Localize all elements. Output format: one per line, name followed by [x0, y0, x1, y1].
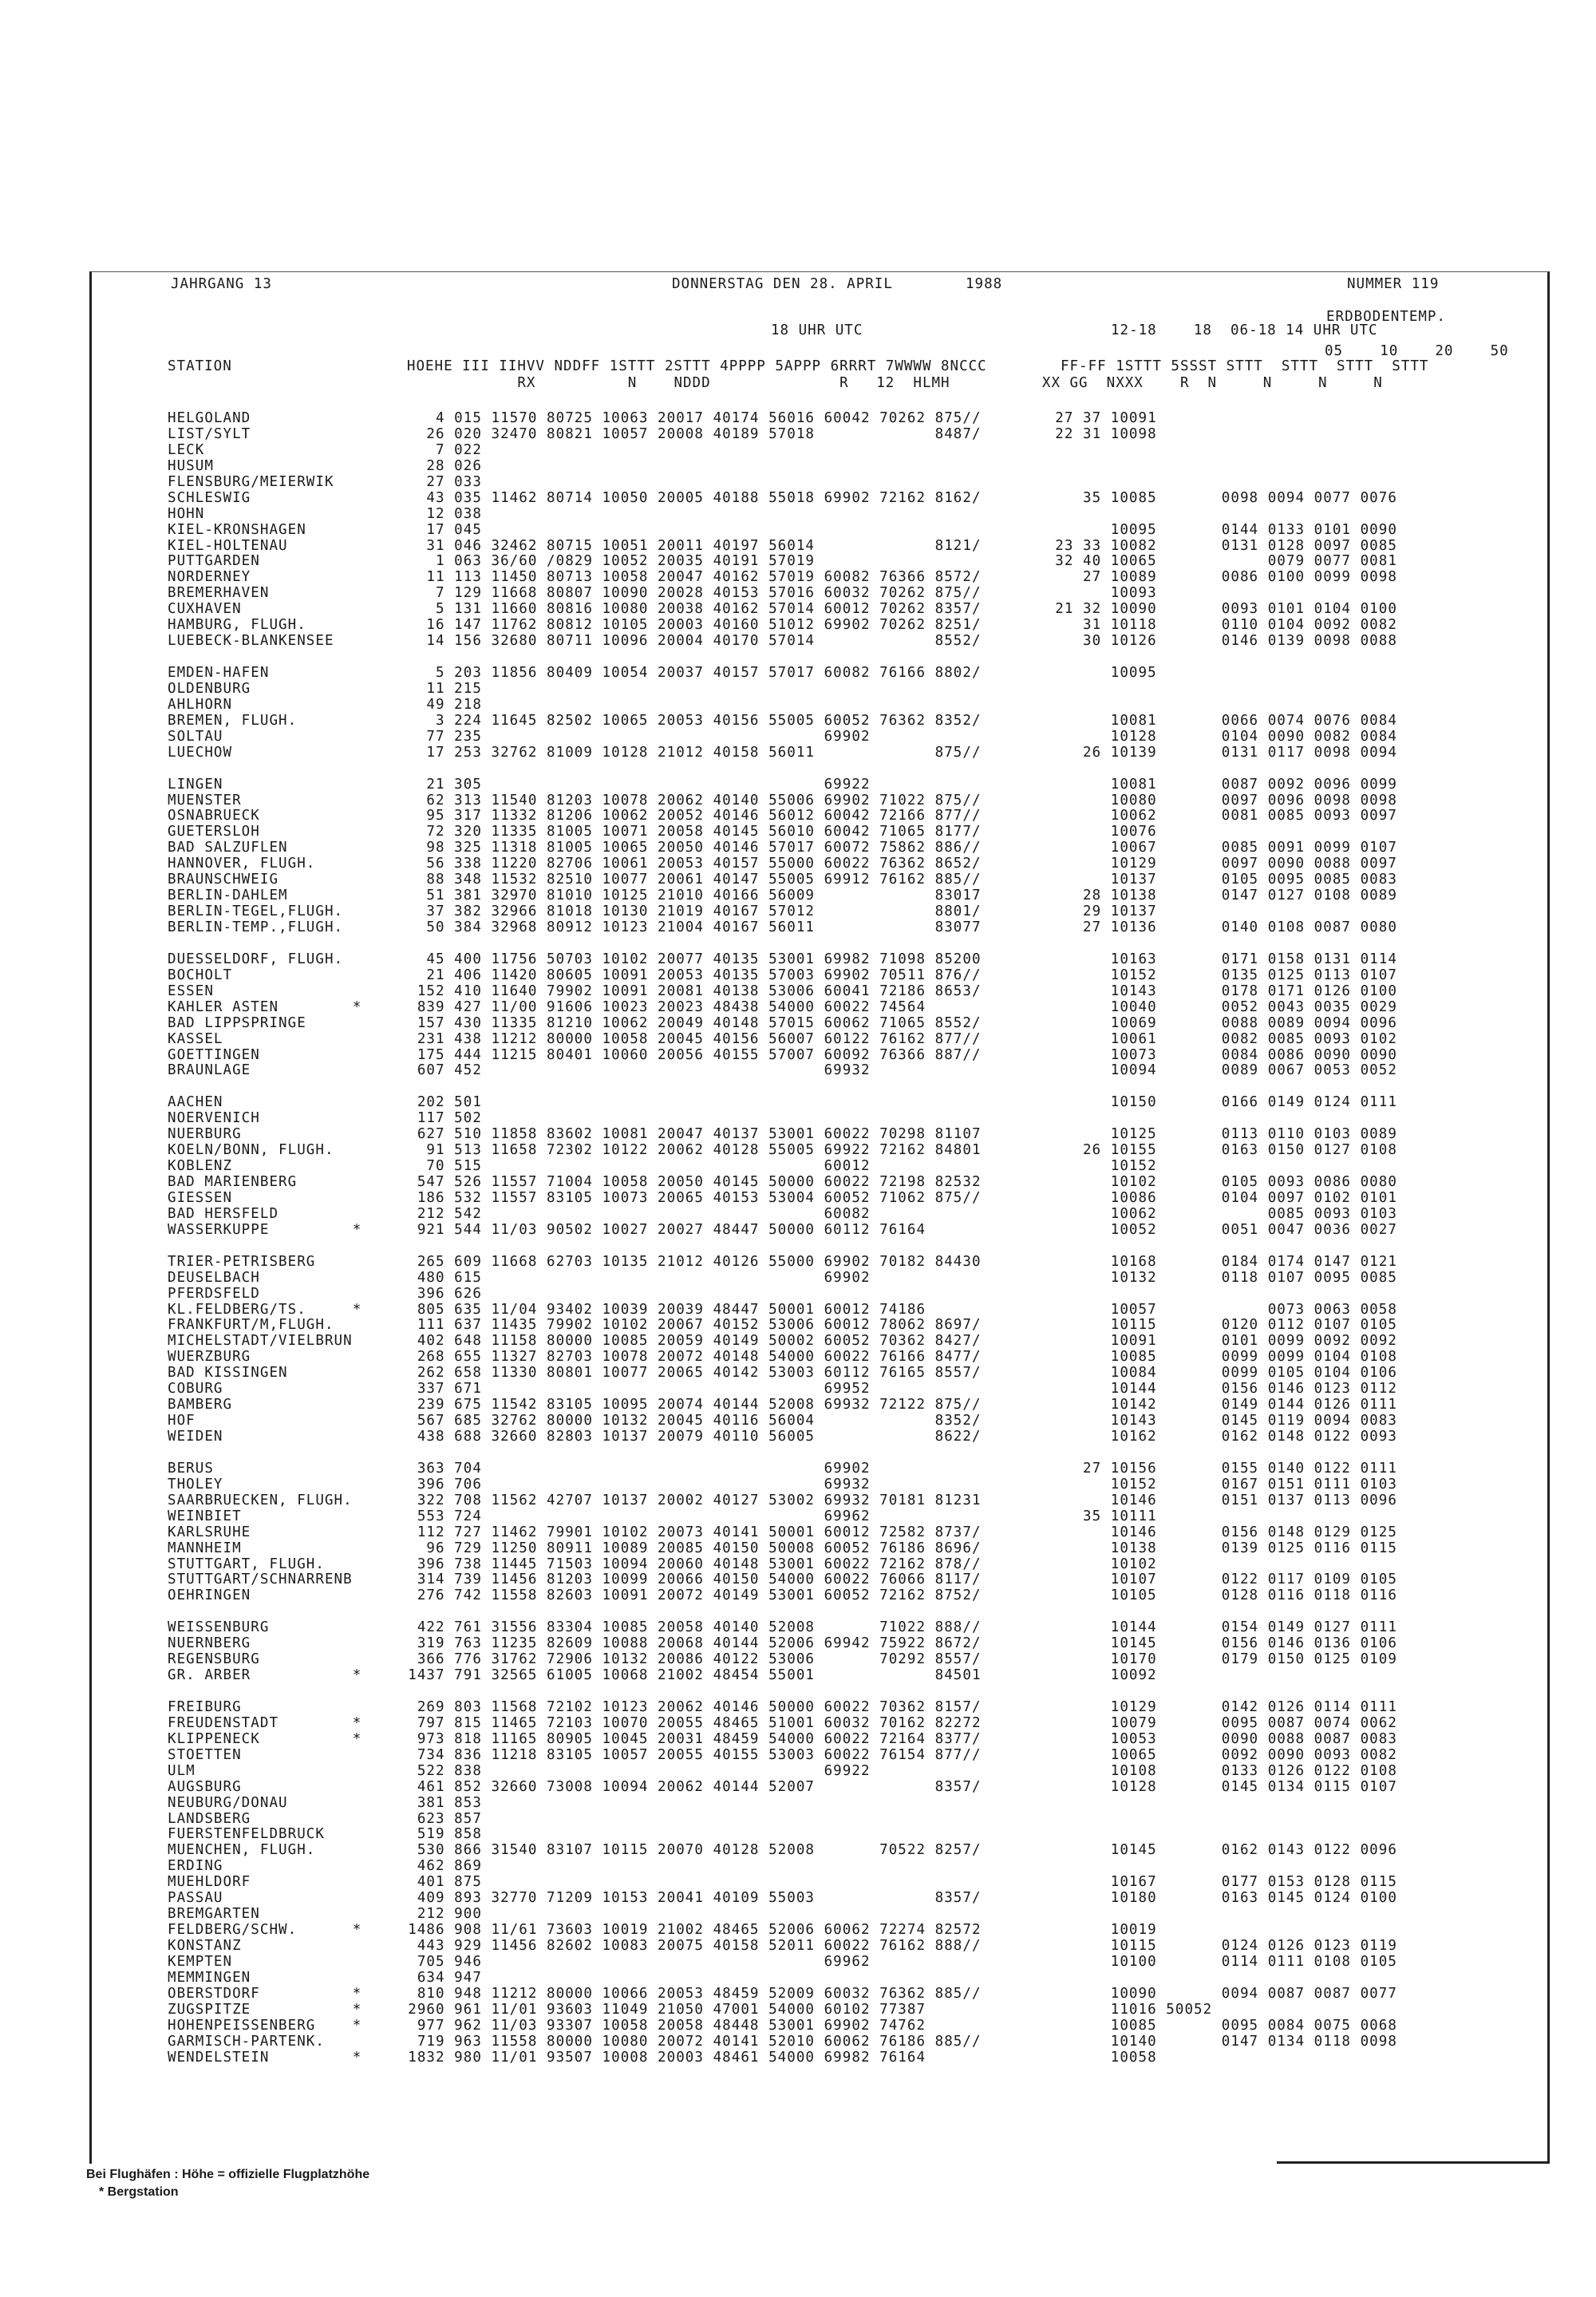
header-time-ranges: 12-18 18 06-18 14 UHR UTC — [1111, 322, 1378, 338]
table-row: COBURG 337 671 69952 10144 0156 0146 0123 0112 — [168, 1381, 1397, 1398]
table-row: BAD KISSINGEN 262 658 11330 80801 10077 20065 40142 53003 60112 76165 8557/ 10084 0099 0105 0104 0106 — [168, 1365, 1397, 1382]
table-row: DEUSELBACH 480 615 69902 10132 0118 0107 0095 0085 — [168, 1269, 1397, 1286]
table-row: ERDING 462 869 — [168, 1858, 482, 1875]
table-row: KARLSRUHE 112 727 11462 79901 10102 20073 40141 50001 60012 72582 8737/ 10146 0156 0148 0129 0125 — [168, 1524, 1397, 1540]
table-row: LANDSBERG 623 857 — [168, 1810, 482, 1827]
issue-number: NUMMER 119 — [1347, 276, 1440, 292]
table-row: STOETTEN 734 836 11218 83105 10057 20055 40155 53003 60022 76154 877// 10065 0092 0090 0093 0082 — [168, 1746, 1397, 1763]
table-row: PASSAU 409 893 32770 71209 10153 20041 40109 55003 8357/ 10180 0163 0145 0124 0100 — [168, 1890, 1397, 1907]
station-table — [168, 411, 1484, 2066]
table-row: BAMBERG 239 675 11542 83105 10095 20074 40144 52008 69932 72122 875// 10142 0149 0144 0126 0111 — [168, 1397, 1397, 1413]
table-row: LUECHOW 17 253 32762 81009 10128 21012 40158 56011 875// 26 10139 0131 0117 0098 0094 — [168, 744, 1397, 761]
table-row: BREMGARTEN 212 900 — [168, 1906, 482, 1923]
table-row: TRIER-PETRISBERG 265 609 11668 62703 10135 21012 40126 55000 69902 70182 84430 10168 0184 0174 0147 0121 — [168, 1253, 1397, 1270]
table-row: NOERVENICH 117 502 — [168, 1110, 482, 1127]
table-row: FRANKFURT/M,FLUGH. 111 637 11435 79902 10102 20067 40152 53006 60012 78062 8697/ 10115 0120 0112 0107 0105 — [168, 1317, 1397, 1334]
table-row: HUSUM 28 026 — [168, 457, 482, 474]
header-erdbodentemp: ERDBODENTEMP. — [1326, 309, 1446, 325]
table-row: KOELN/BONN, FLUGH. 91 513 11658 72302 10122 20062 40128 55005 69922 72162 84801 26 10155 0163 0150 0127 0108 — [168, 1142, 1397, 1159]
table-row: KAHLER ASTEN * 839 427 11/00 91606 10023 20023 48438 54000 60022 74564 10040 0052 0043 0035 0029 — [168, 998, 1397, 1015]
table-row: AHLHORN 49 218 — [168, 696, 482, 713]
jahrgang-label: JAHRGANG 13 — [171, 276, 272, 292]
table-row: GUETERSLOH 72 320 11335 81005 10071 20058 40145 56010 60042 71065 8177/ 10076 — [168, 824, 1157, 840]
table-row: STUTTGART/SCHNARRENB 314 739 11456 81203 10099 20066 40150 54000 60022 76066 8117/ 10107 0122 0117 0109 0105 — [168, 1572, 1397, 1588]
table-row: PUTTGARDEN 1 063 36/60 /0829 10052 20035 40191 57019 32 40 10065 0079 0077 0081 — [168, 553, 1397, 570]
table-row: ULM 522 838 69922 10108 0133 0126 0122 0108 — [168, 1762, 1397, 1779]
table-row: BERLIN-DAHLEM 51 381 32970 81010 10125 21010 40166 56009 83017 28 10138 0147 0127 0108 0089 — [168, 888, 1397, 904]
table-row: LIST/SYLT 26 020 32470 80821 10057 20008 40189 57018 8487/ 22 31 10098 — [168, 425, 1157, 442]
table-row: FREUDENSTADT * 797 815 11465 72103 10070 20055 48465 51001 60032 70162 82272 10079 0095 0087 0074 0062 — [168, 1714, 1397, 1731]
table-row: NUERNBERG 319 763 11235 82609 10088 20068 40144 52006 69942 75922 8672/ 10145 0156 0146 0136 0106 — [168, 1635, 1397, 1652]
table-row: REGENSBURG 366 776 31762 72906 10132 20086 40122 53006 70292 8557/ 10170 0179 0150 0125 0109 — [168, 1651, 1397, 1668]
table-row: KIEL-HOLTENAU 31 046 32462 80715 10051 20011 40197 56014 8121/ 23 33 10082 0131 0128 0097 0085 — [168, 537, 1397, 554]
table-row: WENDELSTEIN * 1832 980 11/01 93507 10008 20003 48461 54000 69982 76164 10058 — [168, 2049, 1157, 2066]
report-date: DONNERSTAG DEN 28. APRIL — [672, 276, 893, 292]
table-row: STUTTGART, FLUGH. 396 738 11445 71503 10094 20060 40148 53001 60022 72162 878// 10102 — [168, 1556, 1157, 1572]
table-row: BAD SALZUFLEN 98 325 11318 81005 10065 20050 40146 57017 60072 75862 886// 10067 0085 0091 0099 0107 — [168, 840, 1397, 856]
table-row: GIESSEN 186 532 11557 83105 10073 20065 40153 53004 60052 71062 875// 10086 0104 0097 0102 0101 — [168, 1189, 1397, 1206]
table-row: HANNOVER, FLUGH. 56 338 11220 82706 10061 20053 40157 55000 60022 76362 8652/ 10129 0097 0090 0088 0097 — [168, 856, 1397, 872]
table-row: OEHRINGEN 276 742 11558 82603 10091 20072 40149 53001 60052 72162 8752/ 10105 0128 0116 0118 0116 — [168, 1587, 1397, 1604]
group-spacer — [168, 936, 1484, 952]
table-row: LECK 7 022 — [168, 441, 482, 458]
table-row: MUENSTER 62 313 11540 81203 10078 20062 40140 55006 69902 71022 875// 10080 0097 0096 0098 0098 — [168, 792, 1397, 808]
table-row: AACHEN 202 501 10150 0166 0149 0124 0111 — [168, 1094, 1397, 1111]
table-row: GARMISCH-PARTENK. 719 963 11558 80000 10080 20072 40141 52010 60062 76186 885// 10140 0147 0134 0118 0098 — [168, 2033, 1397, 2050]
table-row: ZUGSPITZE * 2960 961 11/01 93603 11049 21050 47001 54000 60102 77387 11016 50052 — [168, 2001, 1213, 2018]
table-row: KASSEL 231 438 11212 80000 10058 20045 40156 56007 60122 76162 877// 10061 0082 0085 0093 0102 — [168, 1030, 1397, 1047]
group-spacer — [168, 650, 1484, 666]
table-row: KEMPTEN 705 946 69962 10100 0114 0111 0108 0105 — [168, 1953, 1397, 1970]
table-row: THOLEY 396 706 69932 10152 0167 0151 0111 0103 — [168, 1476, 1397, 1492]
table-row: WASSERKUPPE * 921 544 11/03 90502 10027 20027 48447 50000 60112 76164 10052 0051 0047 0036 0027 — [168, 1221, 1397, 1238]
group-spacer — [168, 1684, 1484, 1700]
table-row: SAARBRUECKEN, FLUGH. 322 708 11562 42707 10137 20002 40127 53002 69932 70181 81231 10146 0151 0137 0113 0096 — [168, 1492, 1397, 1508]
table-row: ESSEN 152 410 11640 79902 10091 20081 40138 53006 60041 72186 8653/ 10143 0178 0171 0126 0100 — [168, 982, 1397, 999]
group-spacer — [168, 1604, 1484, 1620]
header-subcolumns: RX N NDDD R 12 HLMH XX GG NXXX R N N N N — [168, 375, 1383, 391]
table-row: HELGOLAND 4 015 11570 80725 10063 20017 40174 56016 60042 70262 875// 27 37 10091 — [168, 410, 1157, 426]
table-row: NUERBURG 627 510 11858 83602 10081 20047 40137 53001 60022 70298 81107 10125 0113 0110 0103 0089 — [168, 1126, 1397, 1143]
table-row: OSNABRUECK 95 317 11332 81206 10062 20052 40146 56012 60042 72166 877// 10062 0081 0085 0093 0097 — [168, 808, 1397, 824]
table-row: KL.FELDBERG/TS. * 805 635 11/04 93402 10039 20039 48447 50001 60012 74186 10057 0073 0063 0058 — [168, 1301, 1397, 1318]
table-row: NORDERNEY 11 113 11450 80713 10058 20047 40162 57019 60082 76366 8572/ 27 10089 0086 0100 0099 0098 — [168, 569, 1397, 586]
table-row: BRAUNLAGE 607 452 69932 10094 0089 0067 0053 0052 — [168, 1062, 1397, 1079]
table-row: BAD LIPPSPRINGE 157 430 11335 81210 10062 20049 40148 57015 60062 71065 8552/ 10069 0088 0089 0094 0096 — [168, 1014, 1397, 1031]
group-spacer — [168, 761, 1484, 777]
table-row: GR. ARBER * 1437 791 32565 61005 10068 21002 48454 55001 84501 10092 — [168, 1667, 1157, 1684]
table-row: NEUBURG/DONAU 381 853 — [168, 1794, 482, 1811]
table-row: GOETTINGEN 175 444 11215 80401 10060 20056 40155 57007 60092 76366 887// 10073 0084 0086 0090 0090 — [168, 1046, 1397, 1063]
table-row: FELDBERG/SCHW. * 1486 908 11/61 73603 10019 21002 48465 52006 60062 72274 82572 10019 — [168, 1922, 1157, 1939]
table-row: PFERDSFELD 396 626 — [168, 1285, 482, 1302]
table-row: OBERSTDORF * 810 948 11212 80000 10066 20053 48459 52009 60032 76362 885// 10090 0094 0087 0087 0077 — [168, 1985, 1397, 2002]
report-year: 1988 — [966, 276, 1003, 292]
table-row: WEIDEN 438 688 32660 82803 10137 20079 40110 56005 8622/ 10162 0162 0148 0122 0093 — [168, 1429, 1397, 1445]
table-row: BERLIN-TEMP.,FLUGH. 50 384 32968 80912 10123 21004 40167 56011 83077 27 10136 0140 0108 0087 0080 — [168, 919, 1397, 935]
table-row: BERLIN-TEGEL,FLUGH. 37 382 32966 81018 10130 21019 40167 57012 8801/ 29 10137 — [168, 903, 1157, 920]
table-row: HOF 567 685 32762 80000 10132 20045 40116 56004 8352/ 10143 0145 0119 0094 0083 — [168, 1413, 1397, 1429]
table-row: CUXHAVEN 5 131 11660 80816 10080 20038 40162 57014 60012 70262 8357/ 21 32 10090 0093 0101 0104 0100 — [168, 601, 1397, 618]
table-row: MUENCHEN, FLUGH. 530 866 31540 83107 10115 20070 40128 52008 70522 8257/ 10145 0162 0143 0122 0096 — [168, 1842, 1397, 1859]
table-row: OLDENBURG 11 215 — [168, 680, 482, 697]
table-row: BERUS 363 704 69902 27 10156 0155 0140 0122 0111 — [168, 1460, 1397, 1477]
table-row: KONSTANZ 443 929 11456 82602 10083 20075 40158 52011 60022 76162 888// 10115 0124 0126 0123 0119 — [168, 1938, 1397, 1954]
table-row: SCHLESWIG 43 035 11462 80714 10050 20005 40188 55018 69902 72162 8162/ 35 10085 0098 0094 0077 0076 — [168, 489, 1397, 506]
table-row: MEMMINGEN 634 947 — [168, 1969, 482, 1986]
table-row: MICHELSTADT/VIELBRUN 402 648 11158 80000 10085 20059 40149 50002 60052 70362 8427/ 10091 0101 0099 0092 0092 — [168, 1333, 1397, 1350]
group-spacer — [168, 1079, 1484, 1095]
table-row: BAD MARIENBERG 547 526 11557 71004 10058 20050 40145 50000 60022 72198 82532 10102 0105 0093 0086 0080 — [168, 1174, 1397, 1190]
table-row: WEINBIET 553 724 69962 35 10111 — [168, 1508, 1157, 1524]
table-row: KLIPPENECK * 973 818 11165 80905 10045 20031 48459 54000 60022 72164 8377/ 10053 0090 0088 0087 0083 — [168, 1730, 1397, 1747]
table-row: LINGEN 21 305 69922 10081 0087 0092 0096 0099 — [168, 776, 1397, 793]
group-spacer — [168, 1445, 1484, 1461]
table-row: WUERZBURG 268 655 11327 82703 10078 20072 40148 54000 60022 76166 8477/ 10085 0099 0099 0104 0108 — [168, 1349, 1397, 1366]
table-row: LUEBECK-BLANKENSEE 14 156 32680 80711 10096 20004 40170 57014 8552/ 30 10126 0146 0139 0098 0088 — [168, 633, 1397, 650]
table-row: HOHN 12 038 — [168, 505, 482, 522]
table-row: MANNHEIM 96 729 11250 80911 10089 20085 40150 50008 60052 76186 8696/ 10138 0139 0125 0116 0115 — [168, 1540, 1397, 1556]
table-row: MUEHLDORF 401 875 10167 0177 0153 0128 0115 — [168, 1874, 1397, 1891]
table-row: FREIBURG 269 803 11568 72102 10123 20062 40146 50000 60022 70362 8157/ 10129 0142 0126 0114 0111 — [168, 1698, 1397, 1715]
frame-bottom-rule — [1277, 2161, 1547, 2164]
table-row: KOBLENZ 70 515 60012 10152 — [168, 1158, 1157, 1175]
header-columns: STATION HOEHE III IIHVV NDDFF 1STTT 2STTT 4PPPP 5APPP 6RRRT 7WWWW 8NCCC FF-FF 1STTT 5SSST STTT STTT STTT STTT — [168, 358, 1429, 374]
footnote-airport-height: Bei Flughäfen : Höhe = offizielle Flugplatzhöhe — [86, 2168, 370, 2181]
table-row: BAD HERSFELD 212 542 60082 10062 0085 0093 0103 — [168, 1205, 1397, 1222]
table-row: EMDEN-HAFEN 5 203 11856 80409 10054 20037 40157 57017 60082 76166 8802/ 10095 — [168, 665, 1157, 681]
table-row: BREMEN, FLUGH. 3 224 11645 82502 10065 20053 40156 55005 60052 76362 8352/ 10081 0066 0074 0076 0084 — [168, 712, 1397, 729]
header-18-uhr-utc: 18 UHR UTC — [771, 322, 863, 338]
table-row: DUESSELDORF, FLUGH. 45 400 11756 50703 10102 20077 40135 53001 69982 71098 85200 10163 0171 0158 0131 0114 — [168, 951, 1397, 967]
table-row: HOHENPEISSENBERG * 977 962 11/03 93307 10058 20058 48448 53001 69902 74762 10085 0095 0084 0075 0068 — [168, 2017, 1397, 2034]
table-row: HAMBURG, FLUGH. 16 147 11762 80812 10105 20003 40160 51012 69902 70262 8251/ 31 10118 0110 0104 0092 0082 — [168, 617, 1397, 634]
table-row: BOCHOLT 21 406 11420 80605 10091 20053 40135 57003 69902 70511 876// 10152 0135 0125 0113 0107 — [168, 967, 1397, 983]
table-row: BREMERHAVEN 7 129 11668 80807 10090 20028 40153 57016 60032 70262 875// 10093 — [168, 585, 1157, 602]
group-spacer — [168, 1239, 1484, 1255]
footnote-mountain-station: * Bergstation — [99, 2185, 179, 2199]
table-row: BRAUNSCHWEIG 88 348 11532 82510 10077 20061 40147 55005 69912 76162 885// 10137 0105 0095 0085 0083 — [168, 872, 1397, 888]
table-row: KIEL-KRONSHAGEN 17 045 10095 0144 0133 0101 0090 — [168, 521, 1397, 538]
table-row: AUGSBURG 461 852 32660 73008 10094 20062 40144 52007 8357/ 10128 0145 0134 0115 0107 — [168, 1778, 1397, 1795]
table-row: WEISSENBURG 422 761 31556 83304 10085 20058 40140 52008 71022 888// 10144 0154 0149 0127 0111 — [168, 1619, 1397, 1636]
table-row: SOLTAU 77 235 69902 10128 0104 0090 0082 0084 — [168, 728, 1397, 745]
header-depths: 05 10 20 50 — [1325, 343, 1509, 359]
table-row: FUERSTENFELDBRUCK 519 858 — [168, 1826, 482, 1843]
table-row: FLENSBURG/MEIERWIK 27 033 — [168, 473, 482, 490]
